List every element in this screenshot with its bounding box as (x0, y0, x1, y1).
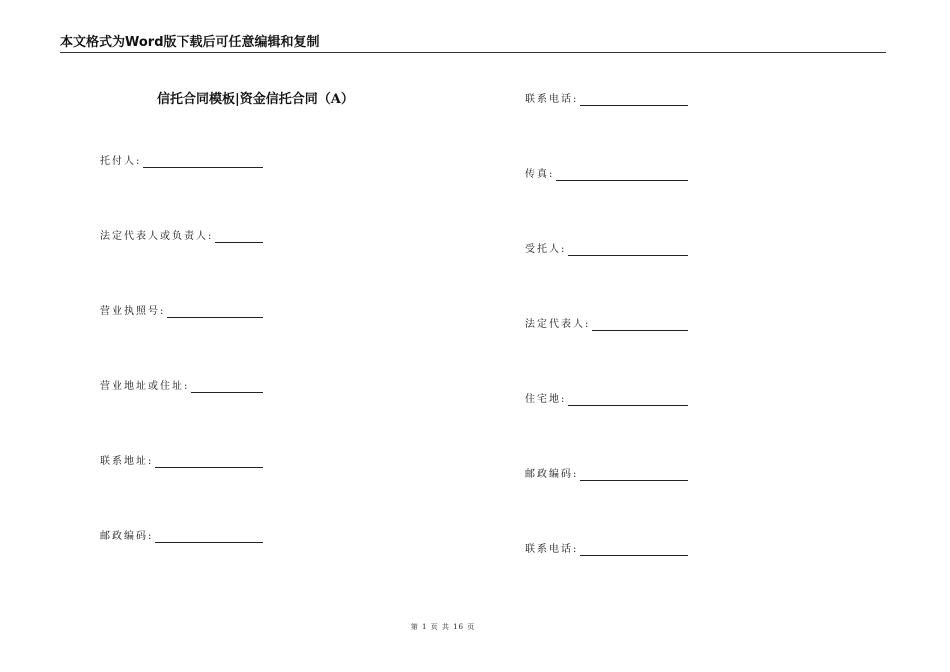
document-title: 信托合同模板|资金信托合同（A） (157, 92, 354, 107)
field-trustee (525, 244, 688, 256)
page-number: 第 1 页 共 16 页 (410, 623, 476, 631)
header-divider (60, 52, 886, 53)
fill-in-line[interactable] (592, 320, 688, 331)
field-legal-representative (100, 231, 263, 243)
field-fax (525, 169, 688, 181)
field-label: 受托人: (525, 244, 567, 255)
field-business-address (100, 381, 263, 393)
fill-in-line[interactable] (580, 545, 688, 556)
field-phone (525, 94, 688, 106)
fill-in-line[interactable] (580, 95, 688, 106)
field-label: 法定代表人或负责人: (100, 231, 214, 242)
field-label: 传真: (525, 169, 555, 180)
field-trustee-legal-representative (525, 319, 688, 331)
fill-in-line[interactable] (143, 157, 263, 168)
field-label: 联系电话: (525, 544, 579, 555)
field-label: 营业执照号: (100, 306, 166, 317)
fill-in-line[interactable] (155, 532, 263, 543)
field-business-license (100, 306, 263, 318)
field-label: 邮政编码: (525, 469, 579, 480)
field-label: 住宅地: (525, 394, 567, 405)
fill-in-line[interactable] (191, 382, 263, 393)
fill-in-line[interactable] (568, 395, 688, 406)
field-contact-address (100, 456, 263, 468)
fill-in-line[interactable] (155, 457, 263, 468)
fill-in-line[interactable] (568, 245, 688, 256)
field-trustee-postal-code (525, 469, 688, 481)
field-trustee-phone (525, 544, 688, 556)
field-label: 邮政编码: (100, 531, 154, 542)
field-label: 法定代表人: (525, 319, 591, 330)
field-label: 营业地址或住址: (100, 381, 190, 392)
field-label: 联系地址: (100, 456, 154, 467)
field-postal-code (100, 531, 263, 543)
field-label: 托付人: (100, 156, 142, 167)
fill-in-line[interactable] (556, 170, 688, 181)
header-title: 本文格式为Word版下载后可任意编辑和复制 (60, 35, 320, 50)
fill-in-line[interactable] (167, 307, 263, 318)
field-residence (525, 394, 688, 406)
field-label: 联系电话: (525, 94, 579, 105)
fill-in-line[interactable] (215, 232, 263, 243)
field-trustor (100, 156, 263, 168)
fill-in-line[interactable] (580, 470, 688, 481)
